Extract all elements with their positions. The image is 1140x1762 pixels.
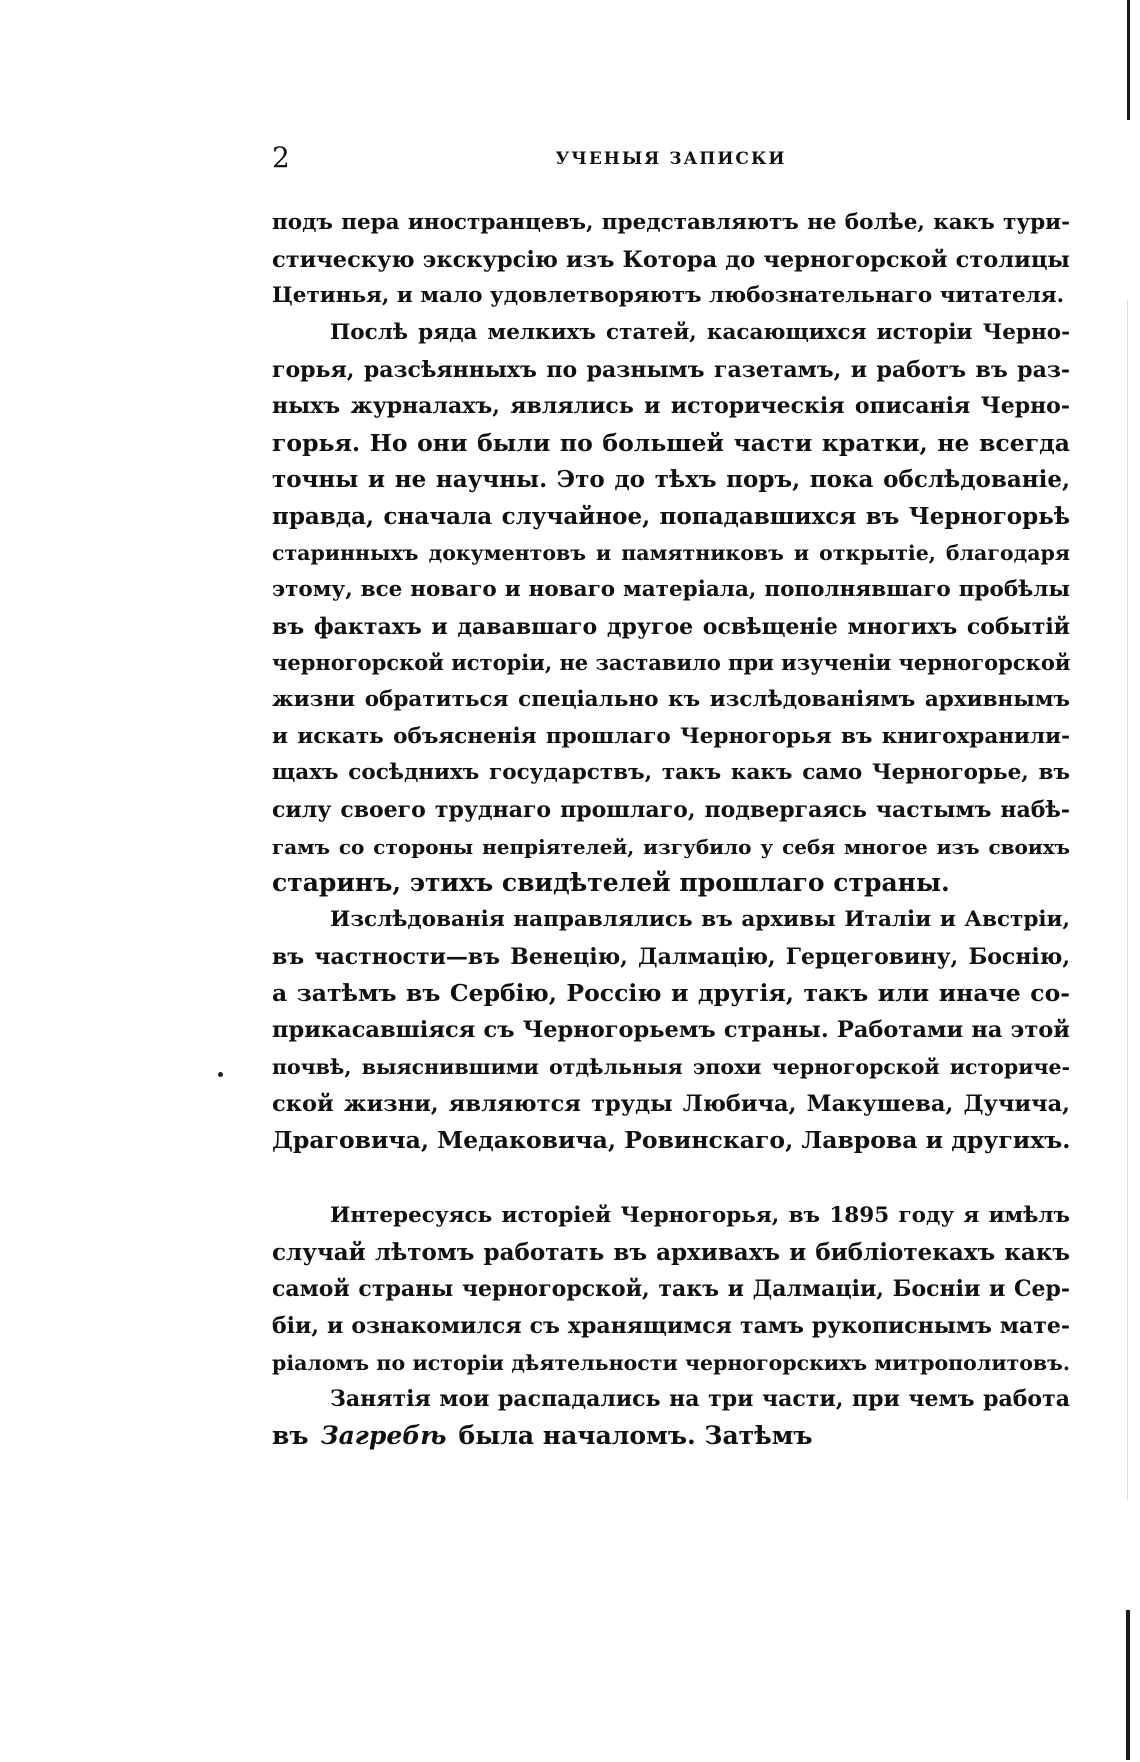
page-header — [272, 140, 1070, 180]
body-text — [272, 205, 1070, 1455]
paragraph-gap — [272, 1159, 1070, 1198]
text-line: правда, сначала случайное, попадавшихся въ Черногорьѣ — [272, 502, 1070, 530]
paragraph-1 — [272, 205, 1070, 315]
text-line: Интересуясь исторіей Черногорья, въ 1895 году я имѣлъ — [330, 1202, 1070, 1228]
text-line: самой страны черногорской, такъ и Далмаціи, Босніи и Сер- — [272, 1276, 1070, 1303]
page-edge-mark-bottom — [1126, 1610, 1130, 1760]
margin-dot — [218, 1072, 223, 1077]
final-line-after: была началомъ. Затѣмъ — [458, 1421, 813, 1450]
text-line: точны и не научны. Это до тѣхъ поръ, пока обслѣдованіе, — [272, 465, 1070, 493]
text-line: стическую экскурсію изъ Котора до черногорской столицы — [272, 246, 1070, 273]
text-line-final — [272, 1418, 1070, 1455]
page-edge-shadow — [1127, 300, 1128, 1500]
text-line: Послѣ ряда мелкихъ статей, касающихся исторіи Черно- — [330, 320, 1070, 346]
page-edge-mark-top — [1127, 0, 1130, 120]
final-line-before: въ — [272, 1421, 309, 1450]
paragraph-2 — [272, 315, 1070, 902]
text-line: случай лѣтомъ работать въ архивахъ и библіотекахъ какъ — [272, 1238, 1070, 1266]
paragraph-5 — [272, 1381, 1070, 1454]
text-line: ріаломъ по исторіи дѣятельности черногорскихъ митрополитовъ. — [272, 1350, 1070, 1375]
text-line: этому, все новаго и новаго матеріала, пополнявшаго пробѣлы — [272, 576, 1070, 602]
text-line: горья, разсѣянныхъ по разнымъ газетамъ, и работъ въ раз- — [272, 356, 1070, 383]
text-line: біи, и ознакомился съ хранящимся тамъ рукописнымъ мате- — [272, 1312, 1070, 1339]
text-line: щахъ сосѣднихъ государствъ, такъ какъ само Черногорье, въ — [272, 760, 1070, 786]
page-number: 2 — [272, 141, 290, 174]
text-line: ныхъ журналахъ, являлись и историческія описанія Черно- — [272, 393, 1070, 420]
text-line: почвѣ, выяснившими отдѣльныя эпохи черногорской историче- — [272, 1054, 1070, 1079]
final-line-italic-place: Загребѣ — [320, 1421, 447, 1450]
text-line: Драговича, Медаковича, Ровинскаго, Лаврова и другихъ. — [272, 1126, 1071, 1155]
text-line: ской жизни, являются труды Любича, Макушева, Дучича, — [272, 1090, 1070, 1117]
text-line: Изслѣдованія направлялись въ архивы Италіи и Австріи, — [330, 907, 1070, 933]
text-line: жизни обратиться спеціально къ изслѣдованіямъ архивнымъ — [272, 686, 1070, 712]
text-line: старинъ, этихъ свидѣтелей прошлаго страны. — [272, 868, 950, 898]
text-line: въ фактахъ и дававшаго другое освѣщеніе многихъ событій — [272, 613, 1070, 640]
paragraph-4 — [272, 1198, 1070, 1381]
text-line: черногорской исторіи, не заставило при изученіи черногорской — [272, 650, 1071, 676]
text-line: Цетинья, и мало удовлетворяютъ любознательнаго читателя. — [272, 283, 1065, 309]
paragraph-3 — [272, 902, 1070, 1159]
text-line: прикасавшіяся съ Черногорьемъ страны. Работами на этой — [272, 1017, 1070, 1044]
text-line: а затѣмъ въ Сербію, Россію и другія, такъ или иначе со- — [272, 979, 1070, 1008]
text-line: Занятія мои распадались на три части, при чемъ работа — [330, 1386, 1070, 1413]
text-line: горья. Но они были по большей части кратки, не всегда — [272, 429, 1070, 458]
text-line: и искать объясненія прошлаго Черногорья въ книгохранили- — [272, 723, 1070, 749]
text-line: въ частности—въ Венецію, Далмацію, Герцеговину, Боснію, — [272, 943, 1070, 970]
text-line: гамъ со стороны непріятелей, изгубило у себя многое изъ своихъ — [272, 834, 1070, 859]
text-line: подъ пера иностранцевъ, представляютъ не болѣе, какъ тури- — [272, 210, 1070, 235]
text-line: силу своего труднаго прошлаго, подвергаясь частымъ набѣ- — [272, 797, 1070, 823]
running-title: УЧЕНЫЯ ЗАПИСКИ — [555, 149, 787, 169]
text-line: старинныхъ документовъ и памятниковъ и открытіе, благодаря — [272, 541, 1070, 566]
